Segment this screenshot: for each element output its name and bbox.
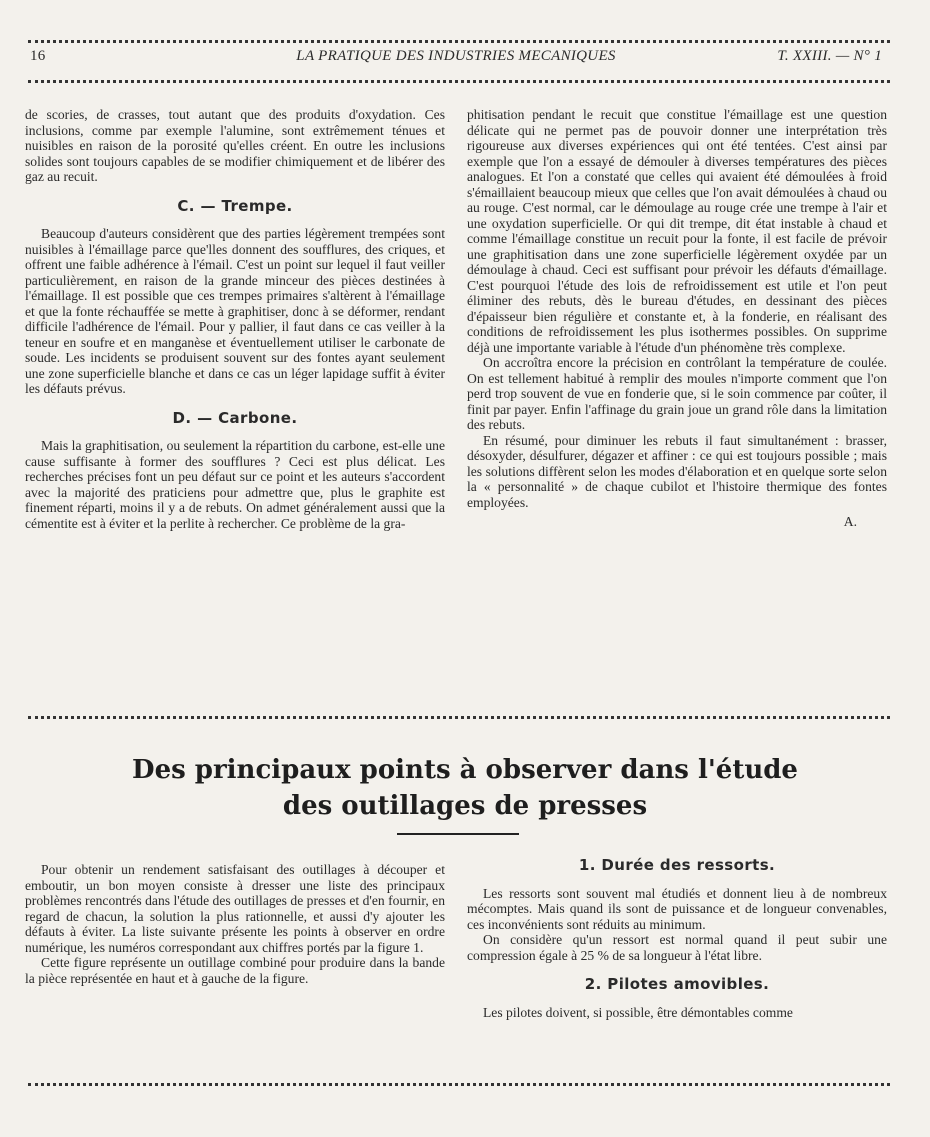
section-heading-ressorts: 1. Durée des ressorts. <box>578 856 776 874</box>
paragraph: On accroîtra encore la précision en contrôlant la température de coulée. On est tellement habitué à remplir des moules n'importe comment que l'on perd trop souvent de vue en fonderie que, si le soin commence par coûter, il finit par payer. Enfin l'affinage du grain joue un grand rôle dans la limitation des rebuts. <box>467 355 887 432</box>
article-title-line-2: des outillages de presses <box>282 791 648 821</box>
section-heading-pilotes: 2. Pilotes amovibles. <box>584 975 770 993</box>
footer-rule <box>28 1083 890 1086</box>
top-right-column <box>467 107 887 530</box>
paragraph: Beaucoup d'auteurs considèrent que des parties légèrement trempées sont nuisibles à l'émaillage parce que'lles donnent des soufflures, des criques, et offrent une faible adhérence à l'émail. C'est un point sur lequel il faut veiller particulièrement, en raison de la grande minceur des pièces destinées à l'émaillage. Il est possible que ces trempes primaires s'altèrent à l'émaillage et que la fonte réchauffée se mette à graphitiser, donc à se déformer, rendant difficile l'adhérence de l'émail. Pour y pallier, il faut dans ce cas veiller à la teneur en soufre et en manganèse et éventuellement utiliser le carbonate de soude. Les incidents se produisent souvent sur des fontes ayant seulement une zone superficielle blanche et dans ce cas un léger lapidage suffit à éviter les défauts prévus. <box>25 226 445 396</box>
title-underline <box>397 833 519 835</box>
page-number: 16 <box>30 48 46 64</box>
paragraph: On considère qu'un ressort est normal quand il peut subir une compression égale à 25 % de sa longueur à l'état libre. <box>467 932 887 963</box>
bottom-right-column <box>467 852 887 1020</box>
paragraph: de scories, de crasses, tout autant que des produits d'oxydation. Ces inclusions, comme par exemple l'alumine, sont extrêmement ténues et nuisibles en raison de la porosité qu'elles créent. En outre les inclusions solides sont toujours capables de se modifier chimiquement et de libérer des gaz au recuit. <box>25 107 445 184</box>
paragraph: phitisation pendant le recuit que constitue l'émaillage est une question délicate qui ne permet pas de pouvoir donner une interprétation très rigoureuse aux diverses expériences qui ont été tentées. C'est ainsi par exemple que l'on a essayé de démouler à diverses températures des pièces analogues. Et l'on a constaté que celles qui avaient été démoulées à froid s'émaillaient beaucoup mieux que celles que l'on avait démoulées à chaud ou au rouge. C'est normal, car le démoulage au rouge crée une trempe à l'air et une oxydation superficielle. Or qui dit trempe, dit état instable à chaud et comme l'émaillage constitue un recuit pour la fonte, il est facile de prévoir une graphitisation dans une zone superficielle légèrement oxydée par un démoulage à chaud. Ceci est suffisant pour prévoir les défauts d'émaillage. C'est pourquoi l'étude des lois de refroidissement est utile et l'on peut éliminer des rebuts, dès le bureau d'études, en dessinant des pièces d'épaisseur bien régulière et constante et, à la fonderie, en réalisant des conditions de refroidissement les plus isothermes possibles. On supprime déjà une importante variable à l'étude d'un phénomène très complexe. <box>467 107 887 355</box>
journal-title: LA PRATIQUE DES INDUSTRIES MECANIQUES <box>296 48 616 64</box>
article-title-line-1: Des principaux points à observer dans l'étude <box>132 755 798 785</box>
paragraph: Pour obtenir un rendement satisfaisant des outillages à découper et emboutir, un bon moyen consiste à dresser une liste des principaux problèmes rencontrés dans l'étude des outillages de presses et d'en fournir, en regard de chacun, la solution la plus rationnelle, et aussi d'y ajouter les défauts à éviter. La liste suivante présente les points à observer en ordre numérique, les numéros correspondant aux chiffres portés par la figure 1. <box>25 862 445 955</box>
paragraph: En résumé, pour diminuer les rebuts il faut simultanément : brasser, désoxyder, désulfurer, dégazer et affiner : ce qui est toujours possible ; mais les solutions diffèrent selon les modes d'élaboration et en quelque sorte selon la « personnalité » de chaque cubilot et l'histoire thermique des fontes employées. <box>467 432 887 510</box>
volume-issue: T. XXIII. — N° 1 <box>777 48 882 64</box>
paragraph: Les ressorts sont souvent mal étudiés et donnent lieu à de nombreux mécomptes. Mais quand ils sont de puissance et de longueur convenables, ces inconvénients sont réduits au minimum. <box>467 885 887 932</box>
bottom-left-column <box>25 862 445 986</box>
paragraph: Mais la graphitisation, ou seulement la répartition du carbone, est-elle une cause suffisante à former des soufflures ? Ceci est plus délicat. Les recherches précises font un peu défaut sur ce point et les auteurs s'accordent avec la majorité des praticiens pour admettre que, plus le graphite est finement réparti, moins il y a de rebuts. On admet généralement aussi que la cémentite est à éviter et la perlite à rechercher. Ce problème de la gra- <box>25 438 445 531</box>
paragraph: Cette figure représente un outillage combiné pour produire dans la bande la pièce représentée en haut et à gauche de la figure. <box>25 955 445 986</box>
article-title <box>60 752 870 824</box>
section-separator-rule <box>28 716 890 719</box>
top-left-column <box>25 107 445 531</box>
paragraph: Les pilotes doivent, si possible, être démontables comme <box>483 1004 793 1020</box>
header-bottom-rule <box>28 80 890 83</box>
section-heading-trempe: C. — Trempe. <box>177 196 293 215</box>
author-signature: A. <box>843 514 857 529</box>
section-heading-carbone: D. — Carbone. <box>172 408 298 427</box>
header-top-rule <box>28 40 890 43</box>
